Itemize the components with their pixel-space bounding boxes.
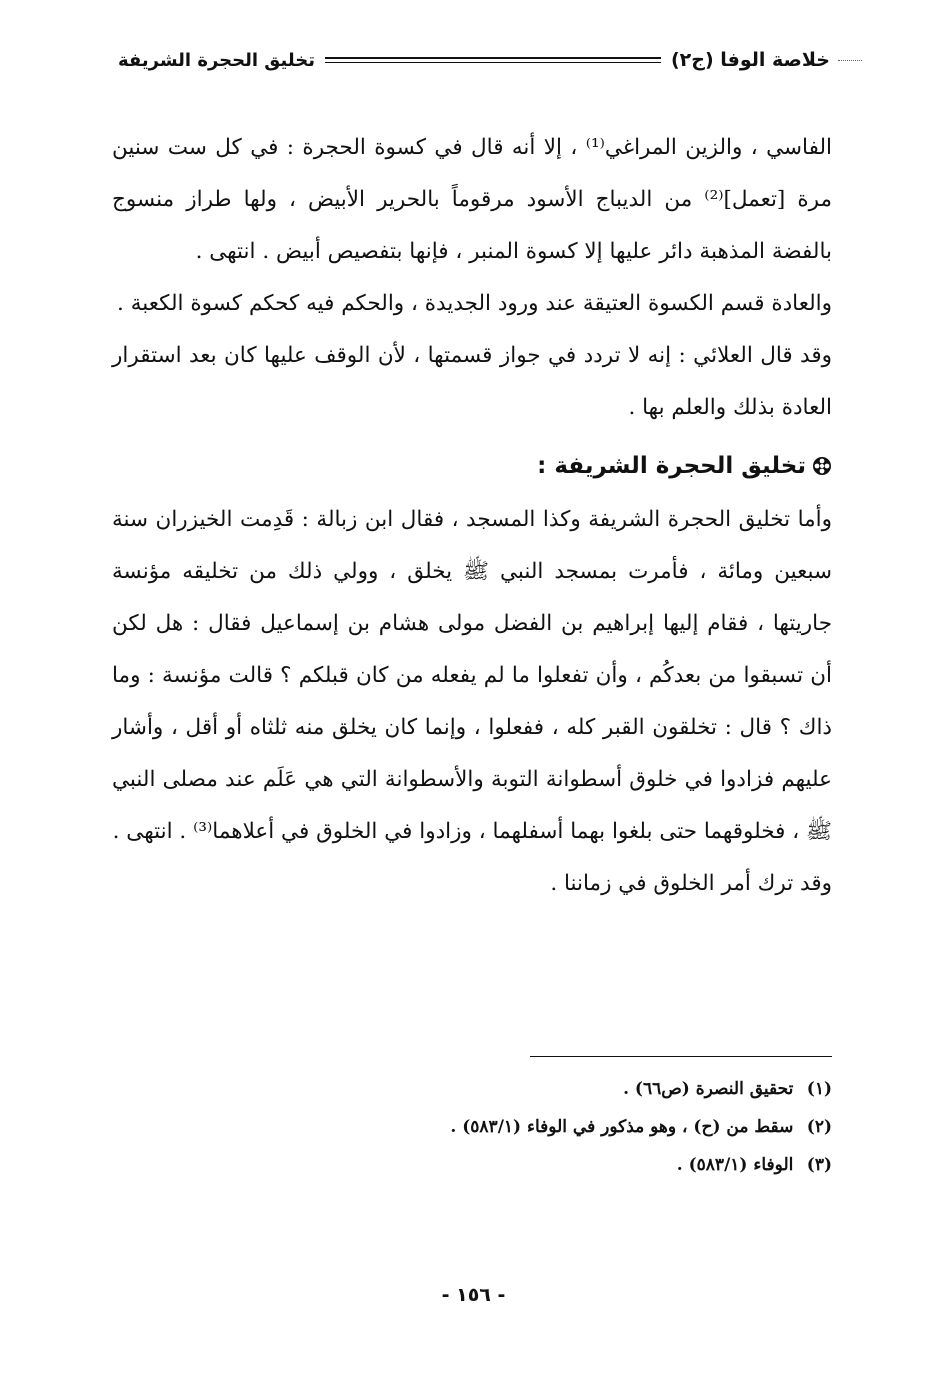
- header-book-title: خلاصة الوفا (ج٢): [670, 49, 830, 71]
- footnote-number: (٣): [806, 1155, 832, 1175]
- paragraph: الفاسي ، والزين المراغي⁽¹⁾ ، إلا أنه قال في كسوة الحجرة : في كل ست سنين مرة [تعمل]⁽²⁾ من الديباج الأسود مرقوماً بالحرير الأبيض ، ولها طراز منسوج بالفضة المذهبة دائر عليها إلا كسوة المنبر ، فإنها بتفصيص أبيض . انتهى .: [112, 135, 832, 264]
- footnotes: [300, 1070, 832, 1184]
- body-text: [112, 122, 832, 910]
- footnote-text: الوفاء (٥٨٣/١) .: [676, 1155, 794, 1175]
- paragraph: وأما تخليق الحجرة الشريفة وكذا المسجد ، فقال ابن زبالة : قَدِمت الخيزران سنة سبعين ومائة ، فأمرت بمسجد النبي ﷺ يخلق ، وولي ذلك من تخليقه مؤنسة جاريتها ، فقام إليها إبراهيم بن الفضل مولى هشام بن إسماعيل فقال : هل لكن أن تسبقوا من بعدكُم ، وأن تفعلوا ما لم يفعله من كان قبلكم ؟ قالت مؤنسة : وما ذاك ؟ قال : تخلقون القبر كله ، ففعلوا ، وإنما كان يخلق منه ثلثاه أو أقل ، وأشار عليهم فزادوا في خلوق أسطوانة التوبة والأسطوانة التي هي عَلَم عند مصلى النبي ﷺ ، فخلوقهما حتى بلغوا بهما أسفلهما ، وزادوا في الخلوق في أعلاهما⁽³⁾ . انتهى .: [112, 507, 832, 844]
- footnote-text: سقط من (ح) ، وهو مذكور في الوفاء (٥٨٣/١) .: [450, 1117, 794, 1137]
- header-dots: [838, 60, 862, 61]
- footnote-text: تحقيق النصرة (ص٦٦) .: [623, 1079, 794, 1099]
- flower-ornament-icon: [812, 456, 832, 476]
- footnote: [300, 1070, 832, 1108]
- header-section-title: تخليق الحجرة الشريفة: [118, 49, 315, 71]
- header-rule: [325, 57, 661, 63]
- footnote: [300, 1146, 832, 1184]
- paragraph: والعادة قسم الكسوة العتيقة عند ورود الجديدة ، والحكم فيه كحكم كسوة الكعبة .: [117, 291, 832, 316]
- running-header: [118, 44, 830, 76]
- footnote: [300, 1108, 832, 1146]
- footnote-number: (٢): [806, 1117, 832, 1137]
- footnote-separator: [530, 1056, 832, 1057]
- section-heading-text: تخليق الحجرة الشريفة :: [537, 453, 806, 479]
- paragraph: وقد قال العلائي : إنه لا تردد في جواز قسمتها ، لأن الوقف عليها كان بعد استقرار العادة بذلك والعلم بها .: [112, 343, 832, 420]
- section-heading: [112, 438, 832, 494]
- paragraph: وقد ترك أمر الخلوق في زماننا .: [550, 871, 832, 896]
- footnote-number: (١): [806, 1079, 832, 1099]
- page-number: - ١٥٦ -: [441, 1284, 506, 1306]
